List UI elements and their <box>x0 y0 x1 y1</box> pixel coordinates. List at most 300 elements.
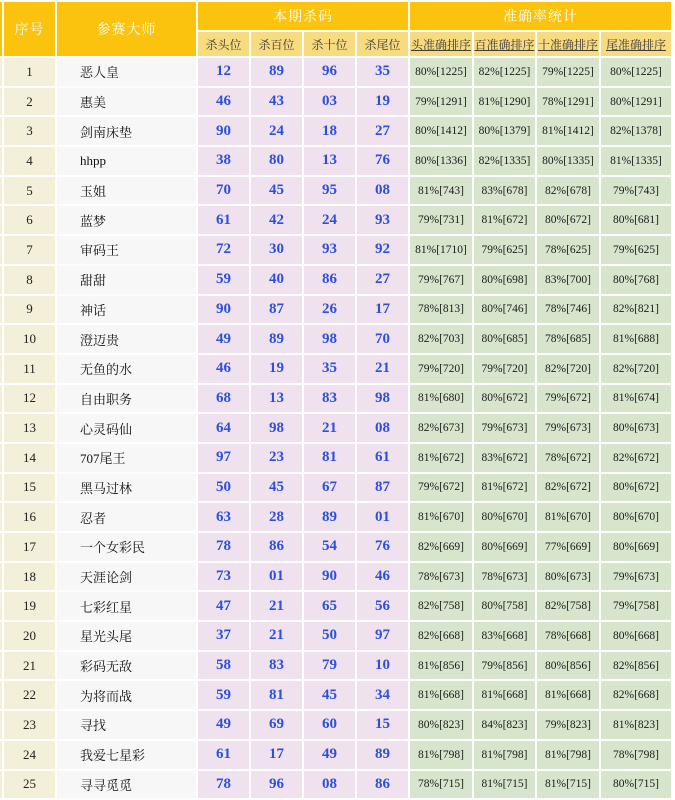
tail-accuracy-value: 78%[798] <box>601 741 671 769</box>
left-edge-cell <box>0 385 2 413</box>
row-serial-number: 14 <box>4 444 55 472</box>
left-edge-cell <box>0 177 2 205</box>
kill-tail-value: 76 <box>357 147 408 175</box>
hundred-accuracy-value: 79%[720] <box>474 355 535 383</box>
left-edge-cell <box>0 592 2 620</box>
tail-accuracy-value: 82%[821] <box>601 296 671 324</box>
left-edge-cell <box>0 444 2 472</box>
kill-tail-value: 01 <box>357 503 408 531</box>
master-name: 一个女彩民 <box>57 533 196 561</box>
kill-head-value: 61 <box>198 206 249 234</box>
ten-accuracy-value: 82%[672] <box>537 474 599 502</box>
ten-accuracy-value: 78%[685] <box>537 325 599 353</box>
ten-accuracy-value: 83%[700] <box>537 266 599 294</box>
kill-tail-value: 10 <box>357 652 408 680</box>
kill-tail-value: 76 <box>357 533 408 561</box>
row-serial-number: 12 <box>4 385 55 413</box>
subheader-kill-head: 杀头位 <box>198 32 249 56</box>
head-accuracy-value: 82%[673] <box>410 414 472 442</box>
hundred-accuracy-value: 80%[670] <box>474 503 535 531</box>
kill-hundred-value: 30 <box>251 236 302 264</box>
left-edge-cell <box>0 88 2 116</box>
subheader-head-accuracy-rank <box>410 32 472 56</box>
table-row <box>0 177 671 205</box>
master-name: 星光头尾 <box>57 622 196 650</box>
ten-accuracy-value: 78%[1291] <box>537 88 599 116</box>
master-name: 黑马过林 <box>57 474 196 502</box>
master-name: 蓝梦 <box>57 206 196 234</box>
kill-hundred-value: 19 <box>251 355 302 383</box>
kill-ten-value: 49 <box>304 741 355 769</box>
kill-hundred-value: 01 <box>251 563 302 591</box>
ten-accuracy-value: 82%[758] <box>537 592 599 620</box>
subheader-kill-ten: 杀十位 <box>304 32 355 56</box>
hundred-accuracy-value: 81%[672] <box>474 206 535 234</box>
table-row <box>0 58 671 86</box>
kill-head-value: 46 <box>198 355 249 383</box>
ten-accuracy-value: 80%[856] <box>537 652 599 680</box>
kill-ten-value: 65 <box>304 592 355 620</box>
master-name: 惠美 <box>57 88 196 116</box>
kill-hundred-value: 89 <box>251 58 302 86</box>
kill-ten-value: 24 <box>304 206 355 234</box>
master-name: 自由职务 <box>57 385 196 413</box>
kill-ten-value: 18 <box>304 117 355 145</box>
kill-hundred-value: 81 <box>251 681 302 709</box>
master-name: 彩码无敌 <box>57 652 196 680</box>
master-name: 澄迈贵 <box>57 325 196 353</box>
kill-tail-value: 56 <box>357 592 408 620</box>
row-serial-number: 22 <box>4 681 55 709</box>
master-name: 玉姐 <box>57 177 196 205</box>
kill-tail-value: 61 <box>357 444 408 472</box>
kill-ten-value: 08 <box>304 771 355 799</box>
hundred-accuracy-value: 79%[625] <box>474 236 535 264</box>
tail-accuracy-value: 80%[768] <box>601 266 671 294</box>
kill-tail-value: 98 <box>357 385 408 413</box>
row-serial-number: 5 <box>4 177 55 205</box>
kill-head-value: 59 <box>198 681 249 709</box>
head-accuracy-value: 81%[1710] <box>410 236 472 264</box>
hundred-accuracy-rank-link[interactable]: 百准确排序 <box>474 37 535 52</box>
row-serial-number: 17 <box>4 533 55 561</box>
kill-hundred-value: 45 <box>251 474 302 502</box>
master-name: 剑南床垫 <box>57 117 196 145</box>
left-edge-cell <box>0 741 2 769</box>
head-accuracy-value: 79%[672] <box>410 474 472 502</box>
header-master: 参赛大师 <box>57 2 196 56</box>
kill-hundred-value: 13 <box>251 385 302 413</box>
tail-accuracy-value: 82%[1378] <box>601 117 671 145</box>
kill-head-value: 97 <box>198 444 249 472</box>
kill-ten-value: 81 <box>304 444 355 472</box>
left-edge-cell <box>0 771 2 799</box>
ten-accuracy-value: 78%[625] <box>537 236 599 264</box>
ten-accuracy-value: 79%[823] <box>537 711 599 739</box>
table-body <box>0 58 671 798</box>
table-row <box>0 622 671 650</box>
kill-ten-value: 90 <box>304 563 355 591</box>
tail-accuracy-rank-link[interactable]: 尾准确排序 <box>605 37 666 52</box>
kill-head-value: 70 <box>198 177 249 205</box>
table-row <box>0 385 671 413</box>
head-accuracy-value: 79%[1291] <box>410 88 472 116</box>
table-row <box>0 474 671 502</box>
kill-tail-value: 21 <box>357 355 408 383</box>
row-serial-number: 13 <box>4 414 55 442</box>
row-serial-number: 24 <box>4 741 55 769</box>
kill-tail-value: 34 <box>357 681 408 709</box>
kill-head-value: 38 <box>198 147 249 175</box>
master-name: 无鱼的水 <box>57 355 196 383</box>
head-accuracy-value: 80%[1412] <box>410 117 472 145</box>
kill-head-value: 78 <box>198 533 249 561</box>
kill-head-value: 46 <box>198 88 249 116</box>
tail-accuracy-value: 80%[715] <box>601 771 671 799</box>
row-serial-number: 7 <box>4 236 55 264</box>
hundred-accuracy-value: 81%[1290] <box>474 88 535 116</box>
tail-accuracy-value: 80%[1225] <box>601 58 671 86</box>
tail-accuracy-value: 80%[668] <box>601 622 671 650</box>
table-row <box>0 771 671 799</box>
table-row <box>0 741 671 769</box>
subheader-hundred-accuracy-rank <box>474 32 535 56</box>
kill-ten-value: 95 <box>304 177 355 205</box>
row-serial-number: 18 <box>4 563 55 591</box>
hundred-accuracy-value: 81%[798] <box>474 741 535 769</box>
kill-tail-value: 17 <box>357 296 408 324</box>
ten-accuracy-value: 81%[670] <box>537 503 599 531</box>
kill-tail-value: 70 <box>357 325 408 353</box>
head-accuracy-value: 81%[670] <box>410 503 472 531</box>
table-row <box>0 296 671 324</box>
kill-tail-value: 08 <box>357 414 408 442</box>
kill-hundred-value: 96 <box>251 771 302 799</box>
ten-accuracy-value: 79%[672] <box>537 385 599 413</box>
head-accuracy-value: 81%[680] <box>410 385 472 413</box>
kill-hundred-value: 40 <box>251 266 302 294</box>
kill-tail-value: 27 <box>357 117 408 145</box>
tail-accuracy-value: 79%[758] <box>601 592 671 620</box>
left-edge-cell <box>0 503 2 531</box>
ten-accuracy-value: 78%[672] <box>537 444 599 472</box>
table-row <box>0 563 671 591</box>
tail-accuracy-value: 80%[672] <box>601 474 671 502</box>
kill-head-value: 49 <box>198 325 249 353</box>
left-edge-cell <box>0 414 2 442</box>
kill-ten-value: 50 <box>304 622 355 650</box>
kill-hundred-value: 86 <box>251 533 302 561</box>
subheader-tail-accuracy-rank <box>601 32 671 56</box>
ten-accuracy-value: 77%[669] <box>537 533 599 561</box>
kill-ten-value: 93 <box>304 236 355 264</box>
kill-hundred-value: 87 <box>251 296 302 324</box>
header-serial-number: 序号 <box>4 2 55 56</box>
subheader-kill-hundred: 杀百位 <box>251 32 302 56</box>
head-accuracy-value: 78%[673] <box>410 563 472 591</box>
kill-head-value: 72 <box>198 236 249 264</box>
hundred-accuracy-value: 80%[669] <box>474 533 535 561</box>
master-name: 忍者 <box>57 503 196 531</box>
master-name: hhpp <box>57 147 196 175</box>
left-edge-cell <box>0 563 2 591</box>
head-accuracy-value: 78%[813] <box>410 296 472 324</box>
kill-head-value: 37 <box>198 622 249 650</box>
ten-accuracy-value: 81%[715] <box>537 771 599 799</box>
left-edge-cell <box>0 474 2 502</box>
kill-ten-value: 35 <box>304 355 355 383</box>
kill-tail-value: 15 <box>357 711 408 739</box>
kill-head-value: 90 <box>198 296 249 324</box>
head-accuracy-value: 81%[856] <box>410 652 472 680</box>
head-accuracy-value: 81%[668] <box>410 681 472 709</box>
hundred-accuracy-value: 81%[715] <box>474 771 535 799</box>
row-serial-number: 16 <box>4 503 55 531</box>
kill-ten-value: 79 <box>304 652 355 680</box>
head-accuracy-value: 80%[1336] <box>410 147 472 175</box>
row-serial-number: 11 <box>4 355 55 383</box>
kill-tail-value: 08 <box>357 177 408 205</box>
hundred-accuracy-value: 78%[673] <box>474 563 535 591</box>
table-row <box>0 414 671 442</box>
master-name: 寻寻觅觅 <box>57 771 196 799</box>
left-edge-cell <box>0 533 2 561</box>
table-row <box>0 206 671 234</box>
tail-accuracy-value: 80%[1291] <box>601 88 671 116</box>
ten-accuracy-value: 80%[672] <box>537 206 599 234</box>
hundred-accuracy-value: 79%[673] <box>474 414 535 442</box>
hundred-accuracy-value: 80%[672] <box>474 385 535 413</box>
tail-accuracy-value: 81%[688] <box>601 325 671 353</box>
kill-ten-value: 03 <box>304 88 355 116</box>
ten-accuracy-value: 80%[1335] <box>537 147 599 175</box>
hundred-accuracy-value: 84%[823] <box>474 711 535 739</box>
ten-accuracy-value: 82%[720] <box>537 355 599 383</box>
hundred-accuracy-value: 83%[668] <box>474 622 535 650</box>
kill-ten-value: 67 <box>304 474 355 502</box>
kill-ten-value: 26 <box>304 296 355 324</box>
kill-ten-value: 89 <box>304 503 355 531</box>
head-accuracy-value: 81%[798] <box>410 741 472 769</box>
ten-accuracy-value: 80%[673] <box>537 563 599 591</box>
kill-hundred-value: 83 <box>251 652 302 680</box>
row-serial-number: 4 <box>4 147 55 175</box>
master-name: 审码王 <box>57 236 196 264</box>
kill-head-value: 90 <box>198 117 249 145</box>
left-edge-cell <box>0 117 2 145</box>
ten-accuracy-value: 81%[798] <box>537 741 599 769</box>
row-serial-number: 20 <box>4 622 55 650</box>
head-accuracy-value: 82%[758] <box>410 592 472 620</box>
left-edge-cell <box>0 622 2 650</box>
table-row <box>0 503 671 531</box>
left-edge-cell <box>0 236 2 264</box>
kill-hundred-value: 17 <box>251 741 302 769</box>
ten-accuracy-value: 78%[668] <box>537 622 599 650</box>
tail-accuracy-value: 82%[672] <box>601 444 671 472</box>
left-edge-cell <box>0 325 2 353</box>
left-edge-cell <box>0 58 2 86</box>
table-row <box>0 147 671 175</box>
hundred-accuracy-value: 80%[746] <box>474 296 535 324</box>
tail-accuracy-value: 82%[668] <box>601 681 671 709</box>
kill-hundred-value: 43 <box>251 88 302 116</box>
head-accuracy-value: 80%[1225] <box>410 58 472 86</box>
kill-hundred-value: 21 <box>251 622 302 650</box>
row-serial-number: 10 <box>4 325 55 353</box>
kill-head-value: 50 <box>198 474 249 502</box>
head-accuracy-value: 82%[669] <box>410 533 472 561</box>
row-serial-number: 1 <box>4 58 55 86</box>
kill-hundred-value: 89 <box>251 325 302 353</box>
hundred-accuracy-value: 82%[1225] <box>474 58 535 86</box>
table-row <box>0 592 671 620</box>
kill-head-value: 64 <box>198 414 249 442</box>
table-row <box>0 444 671 472</box>
master-name: 天涯论剑 <box>57 563 196 591</box>
tail-accuracy-value: 79%[625] <box>601 236 671 264</box>
kill-ten-value: 83 <box>304 385 355 413</box>
hundred-accuracy-value: 79%[856] <box>474 652 535 680</box>
kill-tail-value: 27 <box>357 266 408 294</box>
hundred-accuracy-value: 82%[1335] <box>474 147 535 175</box>
kill-head-value: 78 <box>198 771 249 799</box>
kill-tail-value: 92 <box>357 236 408 264</box>
kill-tail-value: 19 <box>357 88 408 116</box>
tail-accuracy-value: 81%[823] <box>601 711 671 739</box>
kill-tail-value: 89 <box>357 741 408 769</box>
kill-hundred-value: 23 <box>251 444 302 472</box>
kill-head-value: 58 <box>198 652 249 680</box>
row-serial-number: 21 <box>4 652 55 680</box>
kill-ten-value: 60 <box>304 711 355 739</box>
ten-accuracy-value: 79%[1225] <box>537 58 599 86</box>
kill-tail-value: 93 <box>357 206 408 234</box>
table-row <box>0 266 671 294</box>
kill-head-value: 49 <box>198 711 249 739</box>
tail-accuracy-value: 80%[670] <box>601 503 671 531</box>
kill-tail-value: 86 <box>357 771 408 799</box>
head-accuracy-rank-link[interactable]: 头准确排序 <box>410 37 471 52</box>
kill-tail-value: 97 <box>357 622 408 650</box>
row-serial-number: 9 <box>4 296 55 324</box>
kill-ten-value: 45 <box>304 681 355 709</box>
ten-accuracy-rank-link[interactable]: 十准确排序 <box>537 37 598 52</box>
kill-hundred-value: 24 <box>251 117 302 145</box>
hundred-accuracy-value: 83%[672] <box>474 444 535 472</box>
tail-accuracy-value: 82%[720] <box>601 355 671 383</box>
table-row <box>0 652 671 680</box>
kill-hundred-value: 45 <box>251 177 302 205</box>
kill-head-value: 12 <box>198 58 249 86</box>
head-accuracy-value: 79%[731] <box>410 206 472 234</box>
table-row <box>0 533 671 561</box>
row-serial-number: 2 <box>4 88 55 116</box>
kill-head-value: 63 <box>198 503 249 531</box>
kill-hundred-value: 98 <box>251 414 302 442</box>
hundred-accuracy-value: 80%[698] <box>474 266 535 294</box>
hundred-accuracy-value: 80%[758] <box>474 592 535 620</box>
master-name: 我爱七星彩 <box>57 741 196 769</box>
kill-tail-value: 35 <box>357 58 408 86</box>
left-edge-sliver <box>0 2 2 56</box>
table-row <box>0 325 671 353</box>
hundred-accuracy-value: 83%[678] <box>474 177 535 205</box>
master-name: 心灵码仙 <box>57 414 196 442</box>
head-accuracy-value: 81%[743] <box>410 177 472 205</box>
row-serial-number: 23 <box>4 711 55 739</box>
tail-accuracy-value: 80%[681] <box>601 206 671 234</box>
header-group-kill-codes: 本期杀码 <box>198 2 408 30</box>
tail-accuracy-value: 80%[669] <box>601 533 671 561</box>
kill-head-value: 68 <box>198 385 249 413</box>
kill-tail-value: 87 <box>357 474 408 502</box>
subheader-kill-tail: 杀尾位 <box>357 32 408 56</box>
ten-accuracy-value: 81%[668] <box>537 681 599 709</box>
left-edge-cell <box>0 681 2 709</box>
table-row <box>0 117 671 145</box>
master-name: 七彩红星 <box>57 592 196 620</box>
left-edge-cell <box>0 266 2 294</box>
kill-ten-value: 21 <box>304 414 355 442</box>
hundred-accuracy-value: 80%[1379] <box>474 117 535 145</box>
head-accuracy-value: 81%[672] <box>410 444 472 472</box>
master-name: 为将而战 <box>57 681 196 709</box>
kill-ten-value: 96 <box>304 58 355 86</box>
head-accuracy-value: 80%[823] <box>410 711 472 739</box>
kill-tail-value: 46 <box>357 563 408 591</box>
kill-ten-value: 13 <box>304 147 355 175</box>
table-header <box>0 2 671 56</box>
table-row <box>0 355 671 383</box>
left-edge-cell <box>0 206 2 234</box>
kill-hundred-value: 80 <box>251 147 302 175</box>
tail-accuracy-value: 81%[674] <box>601 385 671 413</box>
row-serial-number: 25 <box>4 771 55 799</box>
kill-head-value: 59 <box>198 266 249 294</box>
row-serial-number: 8 <box>4 266 55 294</box>
left-edge-cell <box>0 147 2 175</box>
kill-hundred-value: 69 <box>251 711 302 739</box>
master-name: 甜甜 <box>57 266 196 294</box>
master-name: 707尾王 <box>57 444 196 472</box>
hundred-accuracy-value: 81%[672] <box>474 474 535 502</box>
ten-accuracy-value: 81%[1412] <box>537 117 599 145</box>
table-row <box>0 681 671 709</box>
tail-accuracy-value: 79%[673] <box>601 563 671 591</box>
row-serial-number: 3 <box>4 117 55 145</box>
table-row <box>0 88 671 116</box>
row-serial-number: 15 <box>4 474 55 502</box>
table-row <box>0 711 671 739</box>
master-name: 寻找 <box>57 711 196 739</box>
ten-accuracy-value: 79%[673] <box>537 414 599 442</box>
left-edge-cell <box>0 652 2 680</box>
row-serial-number: 19 <box>4 592 55 620</box>
left-edge-cell <box>0 711 2 739</box>
left-edge-cell <box>0 296 2 324</box>
head-accuracy-value: 82%[668] <box>410 622 472 650</box>
head-accuracy-value: 79%[767] <box>410 266 472 294</box>
kill-hundred-value: 42 <box>251 206 302 234</box>
row-serial-number: 6 <box>4 206 55 234</box>
ten-accuracy-value: 78%[746] <box>537 296 599 324</box>
hundred-accuracy-value: 80%[685] <box>474 325 535 353</box>
head-accuracy-value: 82%[703] <box>410 325 472 353</box>
kill-ten-value: 86 <box>304 266 355 294</box>
kill-hundred-value: 28 <box>251 503 302 531</box>
tail-accuracy-value: 80%[673] <box>601 414 671 442</box>
